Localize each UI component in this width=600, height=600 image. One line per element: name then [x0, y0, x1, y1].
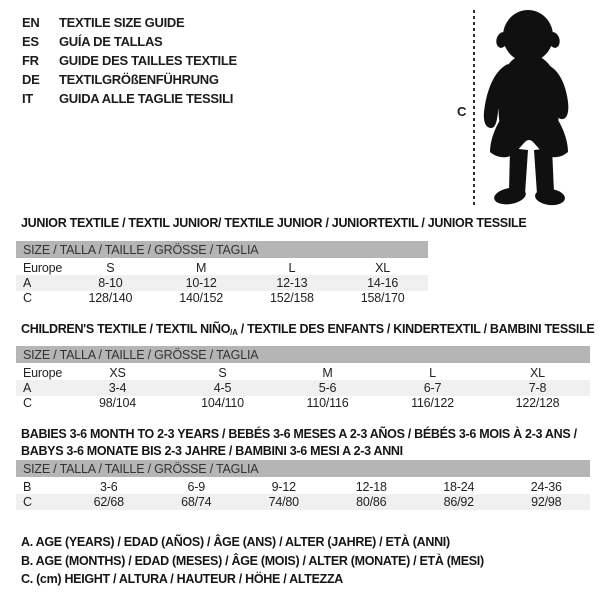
table-row-age	[16, 275, 428, 290]
age-cell: 6-7	[423, 381, 442, 396]
table-row-age	[16, 380, 590, 395]
language-row-it	[22, 89, 237, 108]
language-row-de	[22, 70, 237, 89]
language-row-es	[22, 32, 237, 51]
size-cell: S	[106, 260, 115, 275]
table-row-height	[16, 494, 590, 509]
language-row-en	[22, 13, 237, 32]
babies-title-line2: BABYS 3-6 MONATE BIS 2-3 JAHRE / BAMBINI 3-6 MESI A 2-3 ANNI	[21, 444, 403, 458]
language-row-fr	[22, 51, 237, 70]
age-cell: 10-12	[185, 276, 217, 291]
size-cell: XS	[109, 365, 126, 380]
footnote-age-months: B. AGE (MONTHS) / EDAD (MESES) / ÂGE (MOIS) / ALTER (MONATE) / ETÀ (MESI)	[21, 553, 484, 568]
language-code: FR	[22, 53, 39, 68]
babies-section-title	[21, 426, 577, 460]
age-cell: 7-8	[528, 381, 547, 396]
height-cell: 92/98	[531, 495, 562, 510]
children-size-table	[16, 346, 590, 411]
row-label: A	[23, 276, 32, 291]
table-row-europe	[16, 365, 590, 380]
size-cell: L	[429, 365, 436, 380]
months-cell: 9-12	[271, 479, 296, 494]
row-label: Europe	[23, 260, 63, 275]
children-title-text: / TEXTILE DES ENFANTS / KINDERTEXTIL / BAMBINI TESSILE	[237, 322, 595, 336]
row-label: B	[23, 479, 32, 494]
height-measure-dashed-line	[473, 10, 475, 207]
height-cell: 110/116	[306, 396, 349, 411]
size-cell: S	[218, 365, 227, 380]
months-cell: 24-36	[530, 479, 562, 494]
size-cell: M	[322, 365, 333, 380]
height-cell: 74/80	[268, 495, 299, 510]
table-header-size: SIZE / TALLA / TAILLE / GRÖSSE / TAGLIA	[16, 460, 590, 477]
table-row-height	[16, 291, 428, 306]
language-title: TEXTILE SIZE GUIDE	[59, 15, 185, 30]
row-label: C	[23, 291, 32, 306]
babies-title-line1: BABIES 3-6 MONTH TO 2-3 YEARS / BEBÉS 3-6 MESES A 2-3 AÑOS / BÉBÉS 3-6 MOIS À 2-3 ANS /	[21, 427, 577, 441]
height-measure-label: C	[457, 104, 467, 119]
months-cell: 3-6	[100, 479, 118, 494]
height-cell: 104/110	[201, 396, 244, 411]
size-cell: XL	[375, 260, 391, 275]
size-cell: L	[288, 260, 296, 275]
language-code: EN	[22, 15, 40, 30]
table-header-size: SIZE / TALLA / TAILLE / GRÖSSE / TAGLIA	[16, 241, 428, 258]
children-title-subscript: /A	[230, 328, 238, 337]
children-title-text: CHILDREN'S TEXTILE / TEXTIL NIÑO	[21, 322, 231, 336]
height-cell: 158/170	[360, 291, 405, 306]
months-cell: 18-24	[443, 479, 475, 494]
height-cell: 140/152	[179, 291, 224, 306]
language-code: DE	[22, 72, 40, 87]
height-cell: 122/128	[515, 396, 560, 411]
height-cell: 86/92	[443, 495, 474, 510]
height-cell: 152/158	[269, 291, 314, 306]
row-label: C	[23, 495, 32, 510]
age-cell: 8-10	[98, 276, 123, 291]
language-title: GUIDA ALLE TAGLIE TESSILI	[59, 91, 234, 106]
months-cell: 6-9	[187, 479, 205, 494]
table-row-europe	[16, 260, 428, 275]
language-list	[22, 13, 237, 108]
table-row-height	[16, 396, 590, 411]
baby-silhouette	[482, 8, 576, 208]
language-code: ES	[22, 34, 39, 49]
language-code: IT	[22, 91, 33, 106]
height-cell: 62/68	[93, 495, 124, 510]
footnote-height: C. (cm) HEIGHT / ALTURA / HAUTEUR / HÖHE / ALTEZZA	[21, 572, 344, 586]
language-title: GUÍA DE TALLAS	[59, 34, 163, 49]
junior-section-title: JUNIOR TEXTILE / TEXTIL JUNIOR/ TEXTILE JUNIOR / JUNIORTEXTIL / JUNIOR TESSILE	[21, 216, 527, 230]
height-cell: 116/122	[411, 396, 454, 411]
junior-size-table	[16, 241, 428, 306]
age-cell: 4-5	[213, 381, 232, 396]
row-label: Europe	[23, 365, 63, 380]
language-title: TEXTILGRÖßENFÜHRUNG	[59, 72, 219, 87]
age-cell: 5-6	[318, 381, 337, 396]
height-cell: 98/104	[98, 396, 137, 411]
months-cell: 12-18	[355, 479, 387, 494]
size-cell: M	[196, 260, 207, 275]
age-cell: 3-4	[108, 381, 127, 396]
height-cell: 80/86	[356, 495, 387, 510]
row-label: C	[23, 396, 32, 411]
footnotes	[21, 533, 484, 589]
language-title: GUIDE DES TAILLES TEXTILE	[59, 53, 237, 68]
table-row-months	[16, 479, 590, 494]
age-cell: 12-13	[276, 276, 308, 291]
height-cell: 68/74	[181, 495, 212, 510]
babies-size-table	[16, 460, 590, 510]
footnote-age-years: A. AGE (YEARS) / EDAD (AÑOS) / ÂGE (ANS) / ALTER (JAHRE) / ETÀ (ANNI)	[21, 535, 450, 549]
table-header-size: SIZE / TALLA / TAILLE / GRÖSSE / TAGLIA	[16, 346, 590, 363]
children-section-title	[21, 321, 594, 341]
row-label: A	[23, 381, 32, 396]
size-cell: XL	[530, 365, 545, 380]
height-cell: 128/140	[88, 291, 133, 306]
age-cell: 14-16	[367, 276, 399, 291]
